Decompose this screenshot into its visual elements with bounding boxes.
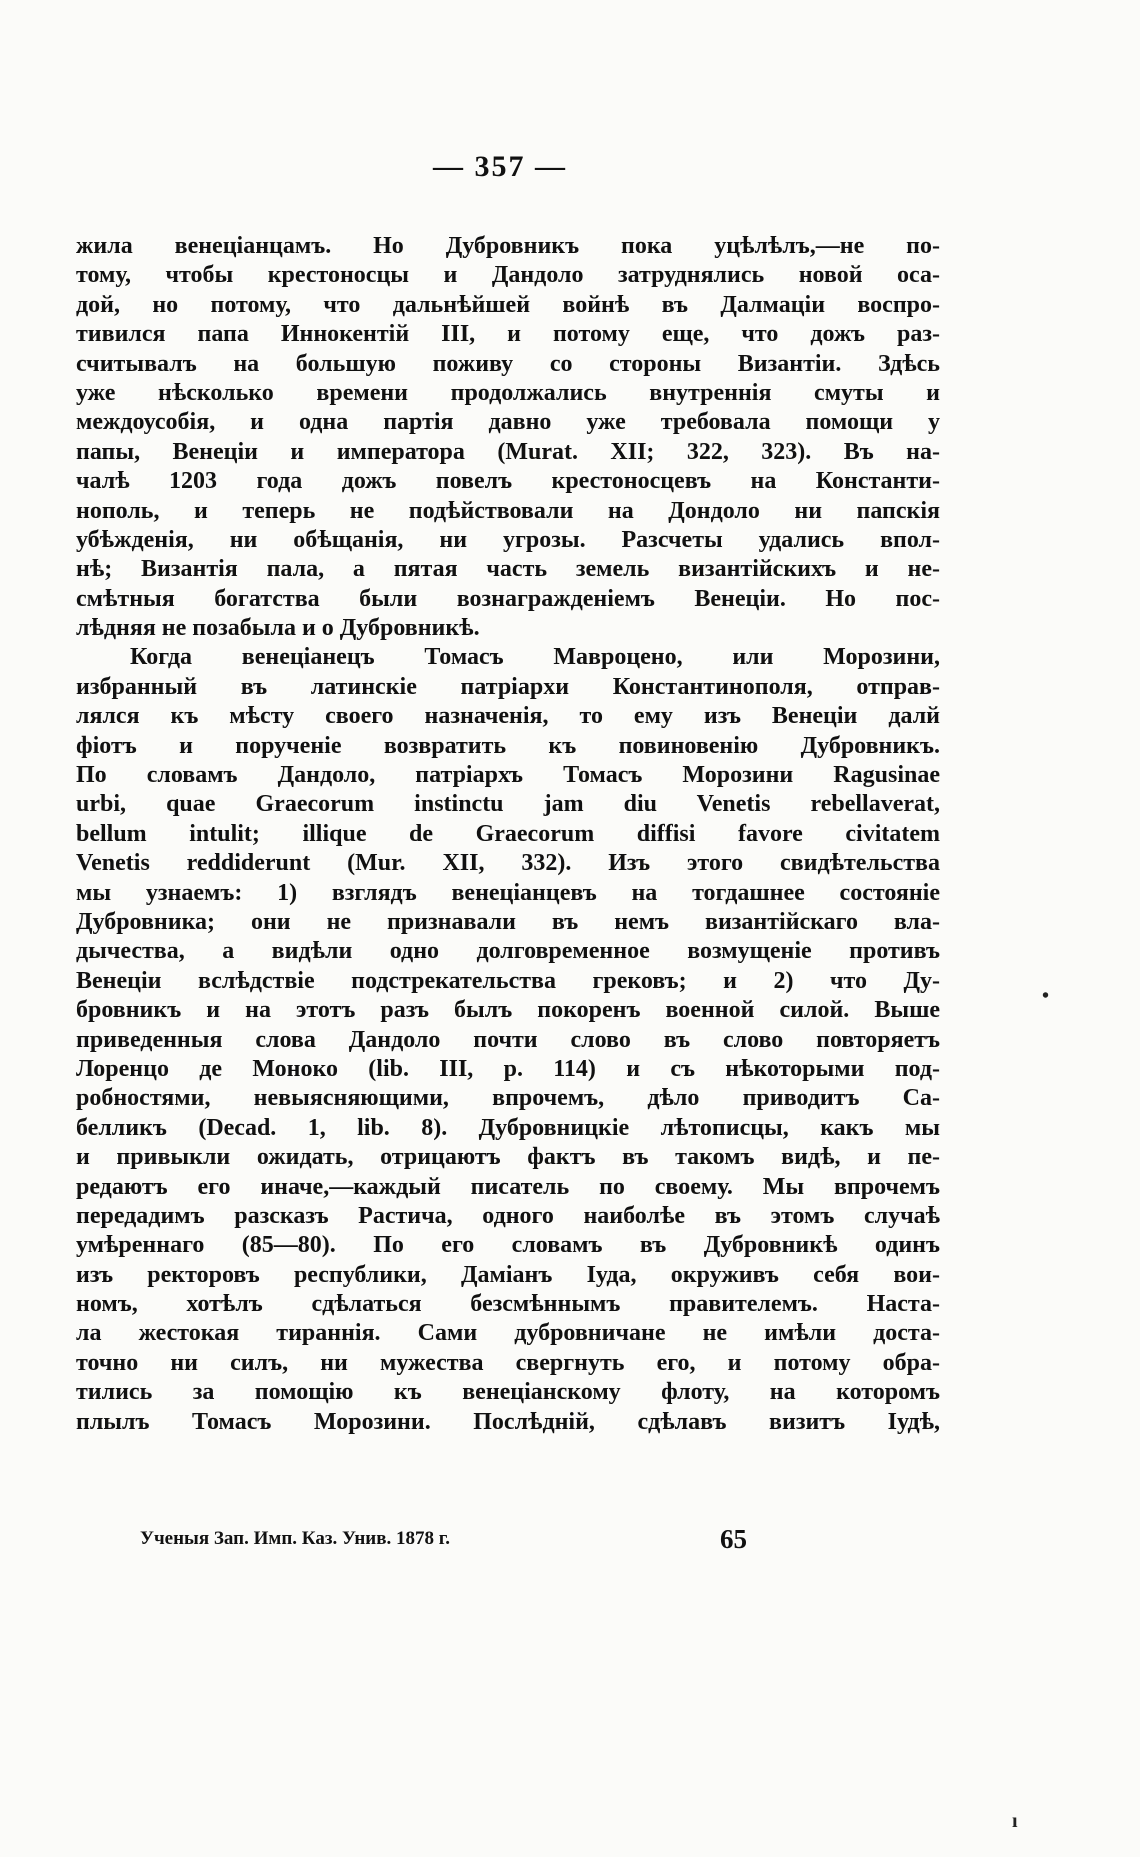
text-line: уже нѣсколько времени продолжались внутреннія смуты и [76,379,940,406]
text-line: считывалъ на большую поживу со стороны Византіи. Здѣсь [76,350,940,377]
text-line: лялся къ мѣсту своего назначенія, то ему изъ Венеціи далй [76,703,940,730]
text-line: По словамъ Дандоло, патріархъ Томасъ Морозини Ragusinae [76,762,940,789]
text-line: Venetis reddiderunt (Mur. XII, 332). Изъ этого свидѣтельства [76,850,940,877]
page-number [0,150,1000,184]
text-line: чалѣ 1203 года дожъ повелъ крестоносцевъ на Константи- [76,468,940,495]
text-line: bellum intulit; illique de Graecorum diffisi favore civitatem [76,820,940,847]
text-line: убѣжденія, ни обѣщанія, ни угрозы. Разсчеты удались впол- [76,526,940,553]
text-line: тому, чтобы крестоносцы и Дандоло затруднялись новой оса- [76,262,940,289]
text-line: Когда венеціанецъ Томасъ Мавроцено, или Морозини, [130,644,940,671]
text-line: приведенныя слова Дандоло почти слово въ слово повторяетъ [76,1026,940,1053]
text-line: бровникъ и на этотъ разъ былъ покоренъ военной силой. Выше [76,997,940,1024]
paragraph-2 [76,643,940,1437]
text-line: и привыкли ожидать, отрицаютъ фактъ въ такомъ видѣ, и пе- [76,1144,940,1171]
page-footer [140,1522,760,1556]
text-line: белликъ (Decad. 1, lib. 8). Дубровницкіе лѣтописцы, какъ мы [76,1114,940,1141]
margin-tick-mark: ı [1012,1810,1018,1832]
text-line: дычества, а видѣли одно долговременное возмущеніе противъ [76,938,940,965]
text-line: номъ, хотѣлъ сдѣлаться безсмѣннымъ правителемъ. Наста- [76,1291,940,1318]
text-line: нополь, и теперь не подѣйствовали на Дондоло ни папскія [76,497,940,524]
footer-signature-number: 65 [720,1524,747,1554]
text-line: Лоренцо де Моноко (lib. III, p. 114) и съ нѣкоторыми под- [76,1055,940,1082]
text-line: urbi, quae Graecorum instinctu jam diu Venetis rebellaverat, [76,791,940,818]
text-line: плылъ Томасъ Морозини. Послѣдній, сдѣлавъ визитъ Іудѣ, [76,1408,940,1435]
text-line: лѣдняя не позабыла и о Дубровникѣ. [76,615,480,642]
text-line: Дубровника; они не признавали въ немъ византійскаго вла- [76,908,940,935]
text-body [76,232,940,1437]
paragraph-1 [76,232,940,643]
text-line: мы узнаемъ: 1) взглядъ венеціанцевъ на тогдашнее состояніе [76,879,940,906]
text-line: нѣ; Византія пала, а пятая часть земель византійскихъ и не- [76,556,940,583]
text-line: фіотъ и порученіе возвратить къ повиновенію Дубровникъ. [76,732,940,759]
text-line: передадимъ разсказъ Растича, одного наиболѣе въ этомъ случаѣ [76,1202,940,1229]
text-line: робностями, невыясняющими, впрочемъ, дѣло приводитъ Са- [76,1085,940,1112]
margin-dot-mark: • [1042,985,1050,1007]
text-line: изъ ректоровъ республики, Даміанъ Іуда, окруживъ себя вои- [76,1261,940,1288]
text-line: тивился папа Иннокентій III, и потому еще, что дожъ раз- [76,321,940,348]
text-line: редаютъ его иначе,—каждый писатель по своему. Мы впрочемъ [76,1173,940,1200]
text-line: смѣтныя богатства были вознагражденіемъ Венеціи. Но пос- [76,585,940,612]
text-line: ла жестокая тираннія. Сами дубровничане не имѣли доста- [76,1320,940,1347]
text-line: точно ни силъ, ни мужества свергнуть его, и потому обра- [76,1349,940,1376]
text-line: папы, Венеціи и императора (Murat. XII; 322, 323). Въ на- [76,438,940,465]
text-line: умѣреннаго (85—80). По его словамъ въ Дубровникѣ одинъ [76,1232,940,1259]
footer-journal-title: Ученыя Зап. Имп. Каз. Унив. 1878 г. [140,1528,450,1549]
text-line: междоусобія, и одна партія давно уже требовала помощи у [76,409,940,436]
page-number-text: — 357 — [433,150,567,183]
text-line: тились за помощію къ венеціанскому флоту, на которомъ [76,1379,940,1406]
text-line: дой, но потому, что дальнѣйшей войнѣ въ Далмаціи воспро- [76,291,940,318]
text-line: жила венеціанцамъ. Но Дубровникъ пока уцѣлѣлъ,—не по- [76,233,940,259]
text-line: избранный въ латинскіе патріархи Константинополя, отправ- [76,673,940,700]
text-line: Венеціи вслѣдствіе подстрекательства грековъ; и 2) что Ду- [76,967,940,994]
